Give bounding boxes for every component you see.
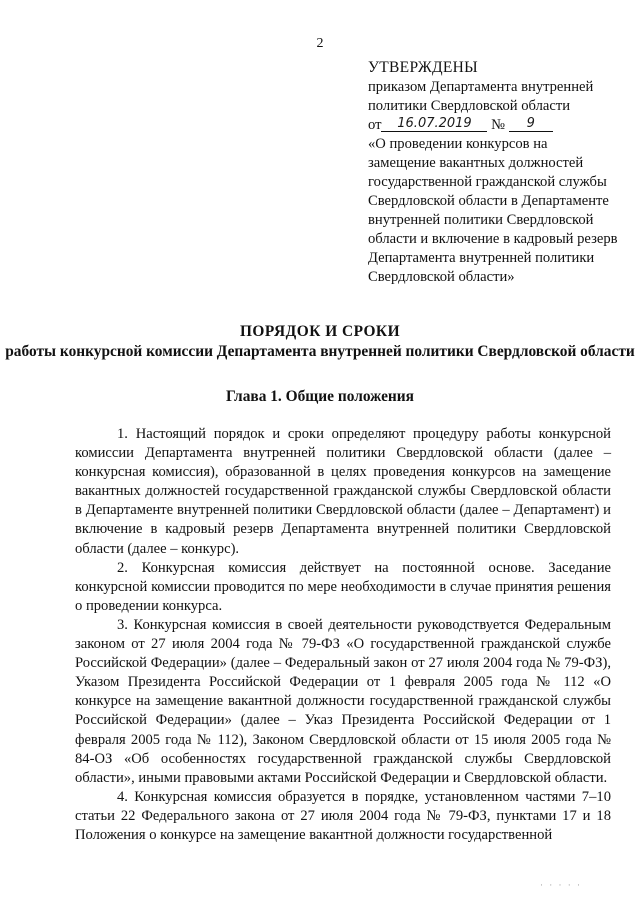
number-label: № xyxy=(491,117,506,133)
handwritten-number: 9 xyxy=(509,116,553,132)
paragraph-4: 4. Конкурсная комиссия образуется в порядке, установленном частями 7–10 статьи 22 Федерального закона от 27 июля 2004 года № 79-ФЗ, пунктами 17 и 18 Положения о конкурсе на замещение вакантной должности государственной xyxy=(75,788,611,843)
approval-subject: «О проведении конкурсов на замещение вакантных должностей государственной гражданской службы Свердловской области в Департаменте внутренней политики Свердловской области и включение в кадровый резерв Департамента внутренней политики Свердловской области» xyxy=(368,136,618,285)
title-line-2: работы конкурсной комиссии Департамента внутренней политики Свердловской области xyxy=(5,343,635,360)
title-line-1: ПОРЯДОК И СРОКИ xyxy=(239,323,401,340)
paragraph-3: 3. Конкурсная комиссия в своей деятельности руководствуется Федеральным законом от 27 июля 2004 года № 79-ФЗ «О государственной гражданской службе Российской Федерации» (далее – Федеральный закон от 27 июля 2004 года № 79-ФЗ), Указом Президента Российской Федерации от 1 февраля 2005 года № 112 «О конкурсе на замещение вакантной должности государственной гражданской службы Российской Федерации» (далее – Указ Президента Российской Федерации от 1 февраля 2005 года № 112), Законом Свердловской области от 15 июля 2005 года № 84-ОЗ «Об особенностях государственной гражданской службы Свердловской области», иными правовыми актами Российской Федерации и Свердловской области. xyxy=(75,616,611,786)
scan-artifact: · · · · · xyxy=(540,880,582,890)
document-body xyxy=(75,425,611,845)
from-label: от xyxy=(368,117,382,133)
approval-line-1: приказом Департамента внутренней xyxy=(368,79,594,95)
approval-block xyxy=(368,58,618,287)
paragraph-2: 2. Конкурсная комиссия действует на постоянной основе. Заседание конкурсной комиссии проводится по мере необходимости в случае принятия решения о проведении конкурса. xyxy=(75,559,611,614)
approval-date-line xyxy=(368,116,618,135)
page-number: 2 xyxy=(316,36,324,51)
paragraph-1: 1. Настоящий порядок и сроки определяют процедуру работы конкурсной комиссии Департамента внутренней политики Свердловской области (далее – конкурсная комиссия), образованной в целях проведения конкурсов на замещение вакантных должностей государственной гражданской службы Свердловской области в Департаменте внутренней политики Свердловской области (далее – Департамент) и включение в кадровый резерв Департамента внутренней политики Свердловской области (далее – конкурс). xyxy=(75,426,611,557)
approval-line-2: политики Свердловской области xyxy=(368,98,571,114)
handwritten-date: 16.07.2019 xyxy=(381,116,487,132)
chapter-heading: Глава 1. Общие положения xyxy=(226,388,414,405)
approval-heading: УТВЕРЖДЕНЫ xyxy=(368,59,478,76)
document-title xyxy=(0,322,640,361)
